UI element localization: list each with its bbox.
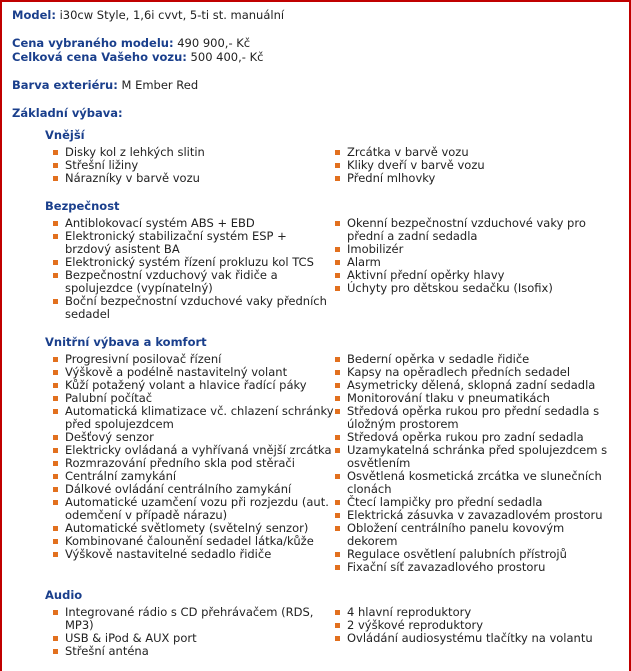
right-column xyxy=(335,217,610,321)
spec-sheet xyxy=(12,8,622,658)
list-item: Asymetricky dělená, sklopná zadní sedadla xyxy=(335,379,610,392)
list-item: Regulace osvětlení palubních přístrojů xyxy=(335,548,610,561)
list-item: Elektronický stabilizační systém ESP + brzdový asistent BA xyxy=(53,230,335,256)
base-price-label: Cena vybraného modelu: xyxy=(12,36,174,50)
list-item: Elektricky ovládaná a vyhřívaná vnější zrcátka xyxy=(53,444,335,457)
list-item: Kliky dveří v barvě vozu xyxy=(335,159,610,172)
equipment-section xyxy=(45,588,622,658)
left-column xyxy=(53,146,335,185)
list-item: 2 výškové reproduktory xyxy=(335,619,610,632)
list-item: Dešťový senzor xyxy=(53,431,335,444)
list-item: Kůží potažený volant a hlavice řadící páky xyxy=(53,379,335,392)
right-column xyxy=(335,146,610,185)
left-column xyxy=(53,353,335,574)
list-item: Bederní opěrka v sedadle řidiče xyxy=(335,353,610,366)
list-item: Zrcátka v barvě vozu xyxy=(335,146,610,159)
color-line xyxy=(12,78,622,92)
list-item: Elektrická zásuvka v zavazadlovém prostoru xyxy=(335,509,610,522)
left-column xyxy=(53,606,335,658)
list-item: Elektronický systém řízení prokluzu kol TCS xyxy=(53,256,335,269)
list-item: Osvětlená kosmetická zrcátka ve slunečních clonách xyxy=(335,470,610,496)
list-item: Antiblokovací systém ABS + EBD xyxy=(53,217,335,230)
list-item: Boční bezpečnostní vzduchové vaky předních sedadel xyxy=(53,295,335,321)
list-item: Obložení centrálního panelu kovovým dekorem xyxy=(335,522,610,548)
list-item: Přední mlhovky xyxy=(335,172,610,185)
list-item: Dálkové ovládání centrálního zamykání xyxy=(53,483,335,496)
list-item: Aktivní přední opěrky hlavy xyxy=(335,269,610,282)
right-column xyxy=(335,353,610,574)
list-item: Integrované rádio s CD přehrávačem (RDS, MP3) xyxy=(53,606,335,632)
list-item: Střešní anténa xyxy=(53,645,335,658)
list-item: Nárazníky v barvě vozu xyxy=(53,172,335,185)
list-item: Středová opěrka rukou pro přední sedadla s úložným prostorem xyxy=(335,405,610,431)
list-item: Výškově a podélně nastavitelný volant xyxy=(53,366,335,379)
equipment-section xyxy=(45,128,622,185)
list-item: Fixační síť zavazadlového prostoru xyxy=(335,561,610,574)
list-item: Střešní ližiny xyxy=(53,159,335,172)
total-price-label: Celková cena Vašeho vozu: xyxy=(12,50,187,64)
model-line xyxy=(12,8,622,22)
section-title: Vnější xyxy=(45,128,85,142)
model-value: i30cw Style, 1,6i cvvt, 5-ti st. manuální xyxy=(55,8,285,22)
list-item: Úchyty pro dětskou sedačku (Isofix) xyxy=(335,282,610,295)
base-price-line xyxy=(12,36,622,50)
section-title: Vnitřní výbava a komfort xyxy=(45,335,207,349)
equipment-section xyxy=(45,199,622,321)
color-label: Barva exteriéru: xyxy=(12,78,118,92)
list-item: Okenní bezpečnostní vzduchové vaky pro přední a zadní sedadla xyxy=(335,217,610,243)
list-item: Ovládání audiosystému tlačítky na volantu xyxy=(335,632,610,645)
list-item: USB & iPod & AUX port xyxy=(53,632,335,645)
list-item: Disky kol z lehkých slitin xyxy=(53,146,335,159)
base-price-value: 490 900,- Kč xyxy=(173,36,251,50)
section-columns xyxy=(53,606,622,658)
section-columns xyxy=(53,146,622,185)
list-item: Alarm xyxy=(335,256,610,269)
list-item: Automatické světlomety (světelný senzor) xyxy=(53,522,335,535)
section-title: Audio xyxy=(45,588,83,602)
equipment-section xyxy=(45,335,622,574)
list-item: Kapsy na opěradlech předních sedadel xyxy=(335,366,610,379)
list-item: Imobilizér xyxy=(335,243,610,256)
right-column xyxy=(335,606,610,658)
list-item: 4 hlavní reproduktory xyxy=(335,606,610,619)
list-item: Automatická klimatizace vč. chlazení schránky před spolujezdcem xyxy=(53,405,335,431)
list-item: Palubní počítač xyxy=(53,392,335,405)
section-columns xyxy=(53,217,622,321)
list-item: Monitorování tlaku v pneumatikách xyxy=(335,392,610,405)
list-item: Kombinované čalounění sedadel látka/kůže xyxy=(53,535,335,548)
section-title: Bezpečnost xyxy=(45,199,120,213)
list-item: Uzamykatelná schránka před spolujezdcem s osvětlením xyxy=(335,444,610,470)
left-column xyxy=(53,217,335,321)
list-item: Automatické uzamčení vozu při rozjezdu (aut. odemčení v případě nárazu) xyxy=(53,496,335,522)
section-columns xyxy=(53,353,622,574)
total-price-value: 500 400,- Kč xyxy=(186,50,264,64)
equipment-title: Základní výbava: xyxy=(12,106,123,120)
color-value: M Ember Red xyxy=(117,78,199,92)
equipment-sections xyxy=(12,128,622,658)
list-item: Rozmrazování předního skla pod stěrači xyxy=(53,457,335,470)
total-price-line xyxy=(12,50,622,64)
list-item: Čtecí lampičky pro přední sedadla xyxy=(335,496,610,509)
list-item: Středová opěrka rukou pro zadní sedadla xyxy=(335,431,610,444)
model-label: Model: xyxy=(12,8,56,22)
list-item: Progresivní posilovač řízení xyxy=(53,353,335,366)
list-item: Bezpečnostní vzduchový vak řidiče a spolujezdce (vypínatelný) xyxy=(53,269,335,295)
list-item: Výškově nastavitelné sedadlo řidiče xyxy=(53,548,335,561)
list-item: Centrální zamykání xyxy=(53,470,335,483)
